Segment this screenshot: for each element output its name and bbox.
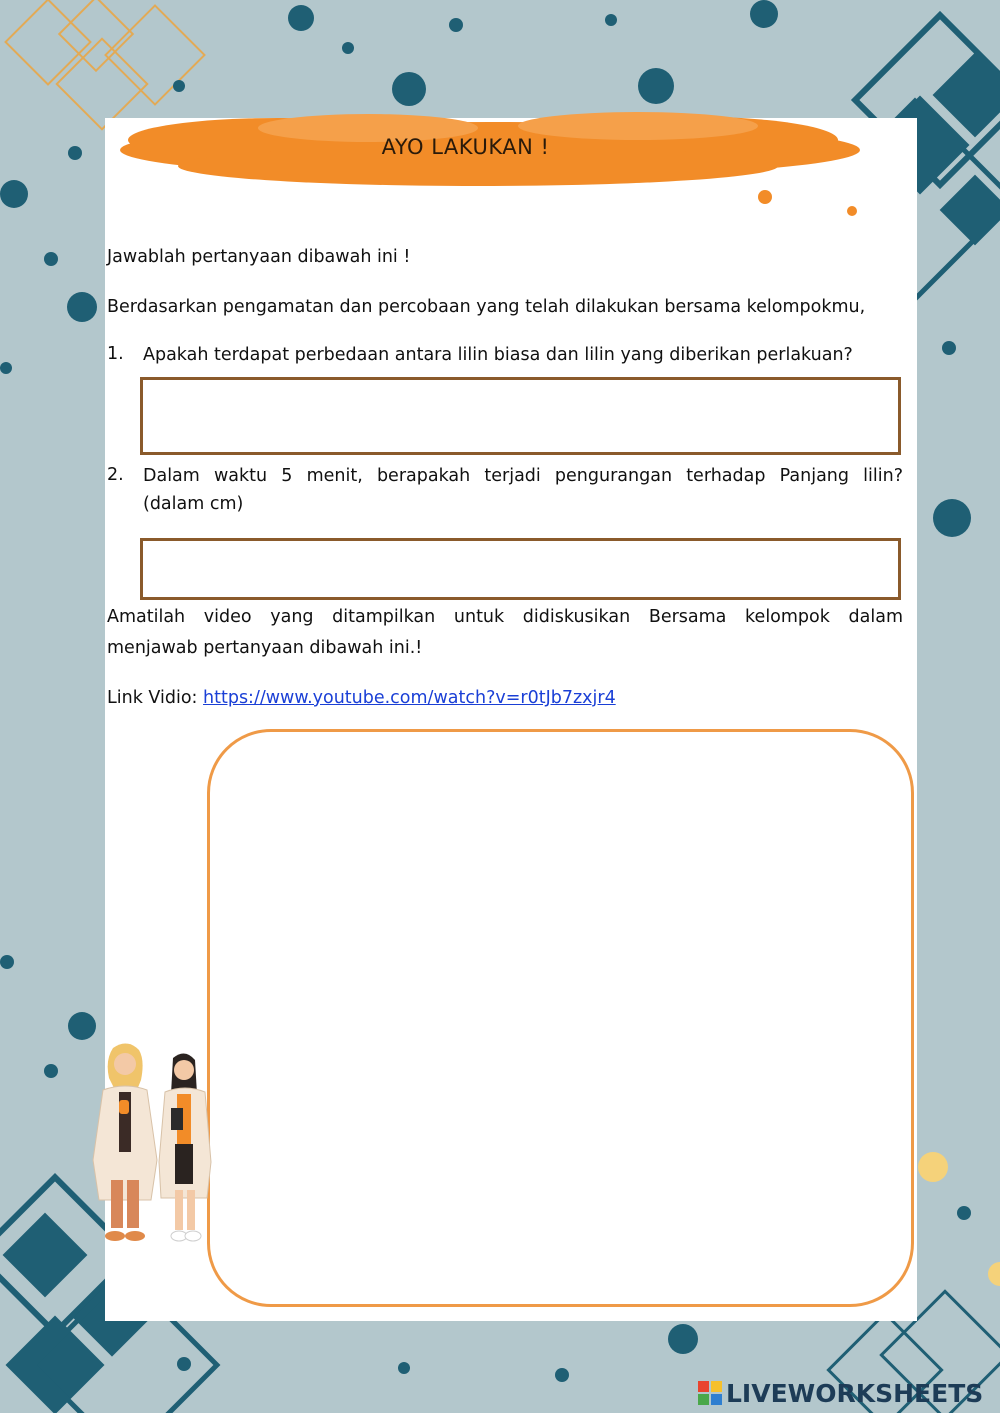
answer-box-2[interactable] <box>140 538 901 600</box>
decorative-dot <box>44 1064 58 1078</box>
question-1-number: 1. <box>107 344 124 364</box>
decorative-dot <box>449 18 463 32</box>
scientist-left <box>93 1043 157 1241</box>
decorative-dot <box>957 1206 971 1220</box>
scientist-right <box>159 1053 211 1241</box>
scientists-illustration <box>85 1040 215 1255</box>
decorative-dot <box>0 362 12 374</box>
decorative-dot <box>555 1368 569 1382</box>
video-link[interactable]: https://www.youtube.com/watch?v=r0tJb7zxjr4 <box>203 688 616 708</box>
decorative-dot <box>668 1324 698 1354</box>
decorative-dot <box>398 1362 410 1374</box>
question-2-text-line2: (dalam cm) <box>143 494 244 514</box>
decorative-dot <box>44 252 58 266</box>
decorative-dot <box>933 499 971 537</box>
answer-box-1[interactable] <box>140 377 901 455</box>
question-1-text: Apakah terdapat perbedaan antara lilin biasa dan lilin yang diberikan perlakuan? <box>143 345 853 365</box>
liveworksheets-logo-icon <box>698 1381 722 1405</box>
video-instruction-line1: Amatilah video yang ditampilkan untuk didiskusikan Bersama kelompok dalam <box>107 607 903 627</box>
decorative-dot <box>0 955 14 969</box>
question-2-number: 2. <box>107 465 124 485</box>
decorative-dot <box>177 1357 191 1371</box>
decorative-dot <box>173 80 185 92</box>
decorative-dot <box>68 1012 96 1040</box>
decorative-dot <box>68 146 82 160</box>
question-2-text-line1: Dalam waktu 5 menit, berapakah terjadi pengurangan terhadap Panjang lilin? <box>143 466 903 486</box>
decorative-dot <box>0 180 28 208</box>
liveworksheets-logo <box>698 1378 983 1408</box>
liveworksheets-logo-text: LIVEWORKSHEETS <box>726 1378 984 1408</box>
decorative-dot <box>847 206 857 216</box>
decorative-dot <box>288 5 314 31</box>
video-link-row <box>107 684 616 713</box>
decorative-dot <box>758 190 772 204</box>
instruction-intro: Jawablah pertanyaan dibawah ini ! <box>107 247 411 267</box>
decorative-dot <box>392 72 426 106</box>
instruction-context: Berdasarkan pengamatan dan percobaan yang telah dilakukan bersama kelompokmu, <box>107 297 866 317</box>
decorative-dot <box>342 42 354 54</box>
decorative-dot <box>638 68 674 104</box>
video-frame[interactable] <box>207 729 914 1307</box>
decorative-dot <box>750 0 778 28</box>
video-link-label: Link Vidio: <box>107 688 198 708</box>
decorative-dot <box>942 341 956 355</box>
video-instruction-line2: menjawab pertanyaan dibawah ini.! <box>107 638 423 658</box>
decorative-dot <box>918 1152 948 1182</box>
page-title: AYO LAKUKAN ! <box>381 135 550 159</box>
decorative-dot <box>605 14 617 26</box>
decorative-dot <box>67 292 97 322</box>
